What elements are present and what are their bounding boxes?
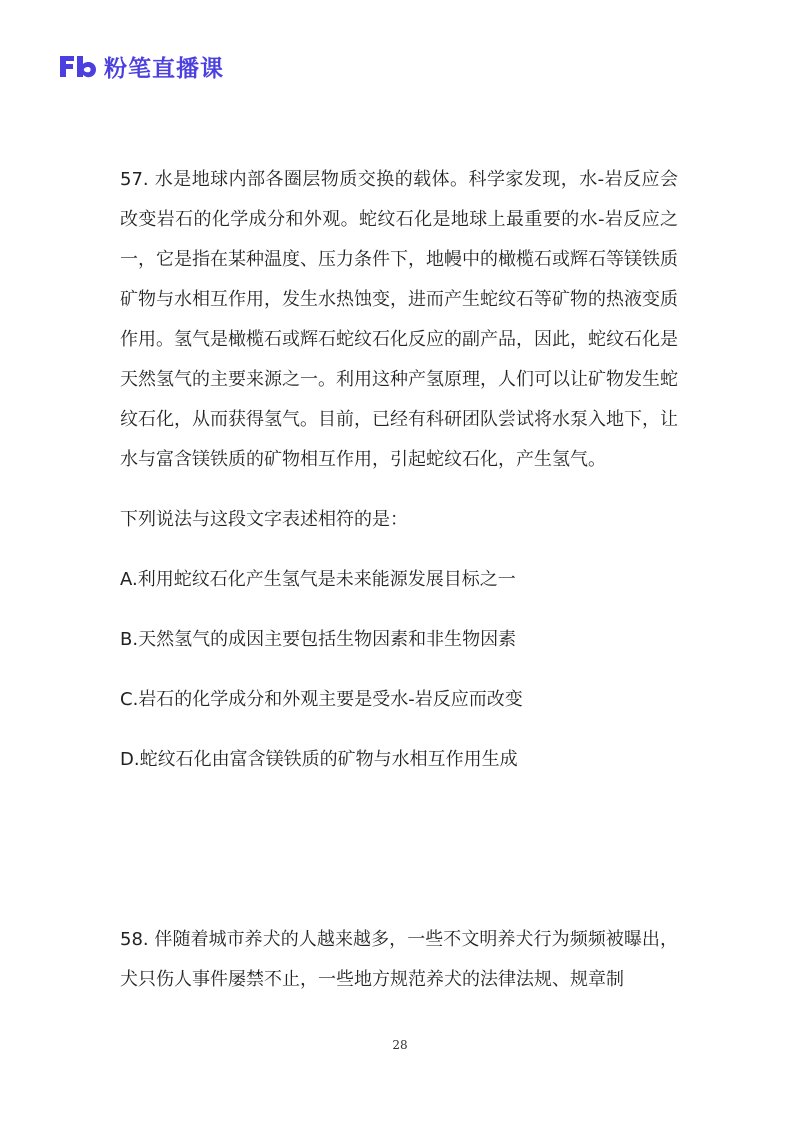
question-stem: 58. 伴随着城市养犬的人越来越多，一些不文明养犬行为频频被曝出，犬只伤人事件屡禁不止，一些地方规范养犬的法律法规、规章制 [120,929,678,990]
fenbi-logo-icon [58,52,98,80]
question-57 [120,160,678,780]
page-number: 28 [392,1038,408,1052]
option-d: D.蛇纹石化由富含镁铁质的矿物与水相互作用生成 [120,749,518,770]
option-c: C.岩石的化学成分和外观主要是受水-岩反应而改变 [120,689,523,710]
option-a: A.利用蛇纹石化产生氢气是未来能源发展目标之一 [120,569,516,590]
question-58 [120,920,678,1000]
question-prompt: 下列说法与这段文字表述相符的是： [120,509,408,530]
header [58,50,224,82]
logo-text: 粉笔直播课 [104,55,224,82]
question-stem: 57. 水是地球内部各圈层物质交换的载体。科学家发现，水-岩反应会改变岩石的化学成分和外观。蛇纹石化是地球上最重要的水-岩反应之一，它是指在某种温度、压力条件下，地幔中的橄榄石或辉石等镁铁质矿物与水相互作用，发生水热蚀变，进而产生蛇纹石等矿物的热液变质作用。氢气是橄榄石或辉石蛇纹石化反应的副产品，因此，蛇纹石化是天然氢气的主要来源之一。利用这种产氢原理，人们可以让矿物发生蛇纹石化，从而获得氢气。目前，已经有科研团队尝试将水泵入地下，让水与富含镁铁质的矿物相互作用，引起蛇纹石化，产生氢气。 [120,169,678,470]
option-b: B.天然氢气的成因主要包括生物因素和非生物因素 [120,629,517,650]
